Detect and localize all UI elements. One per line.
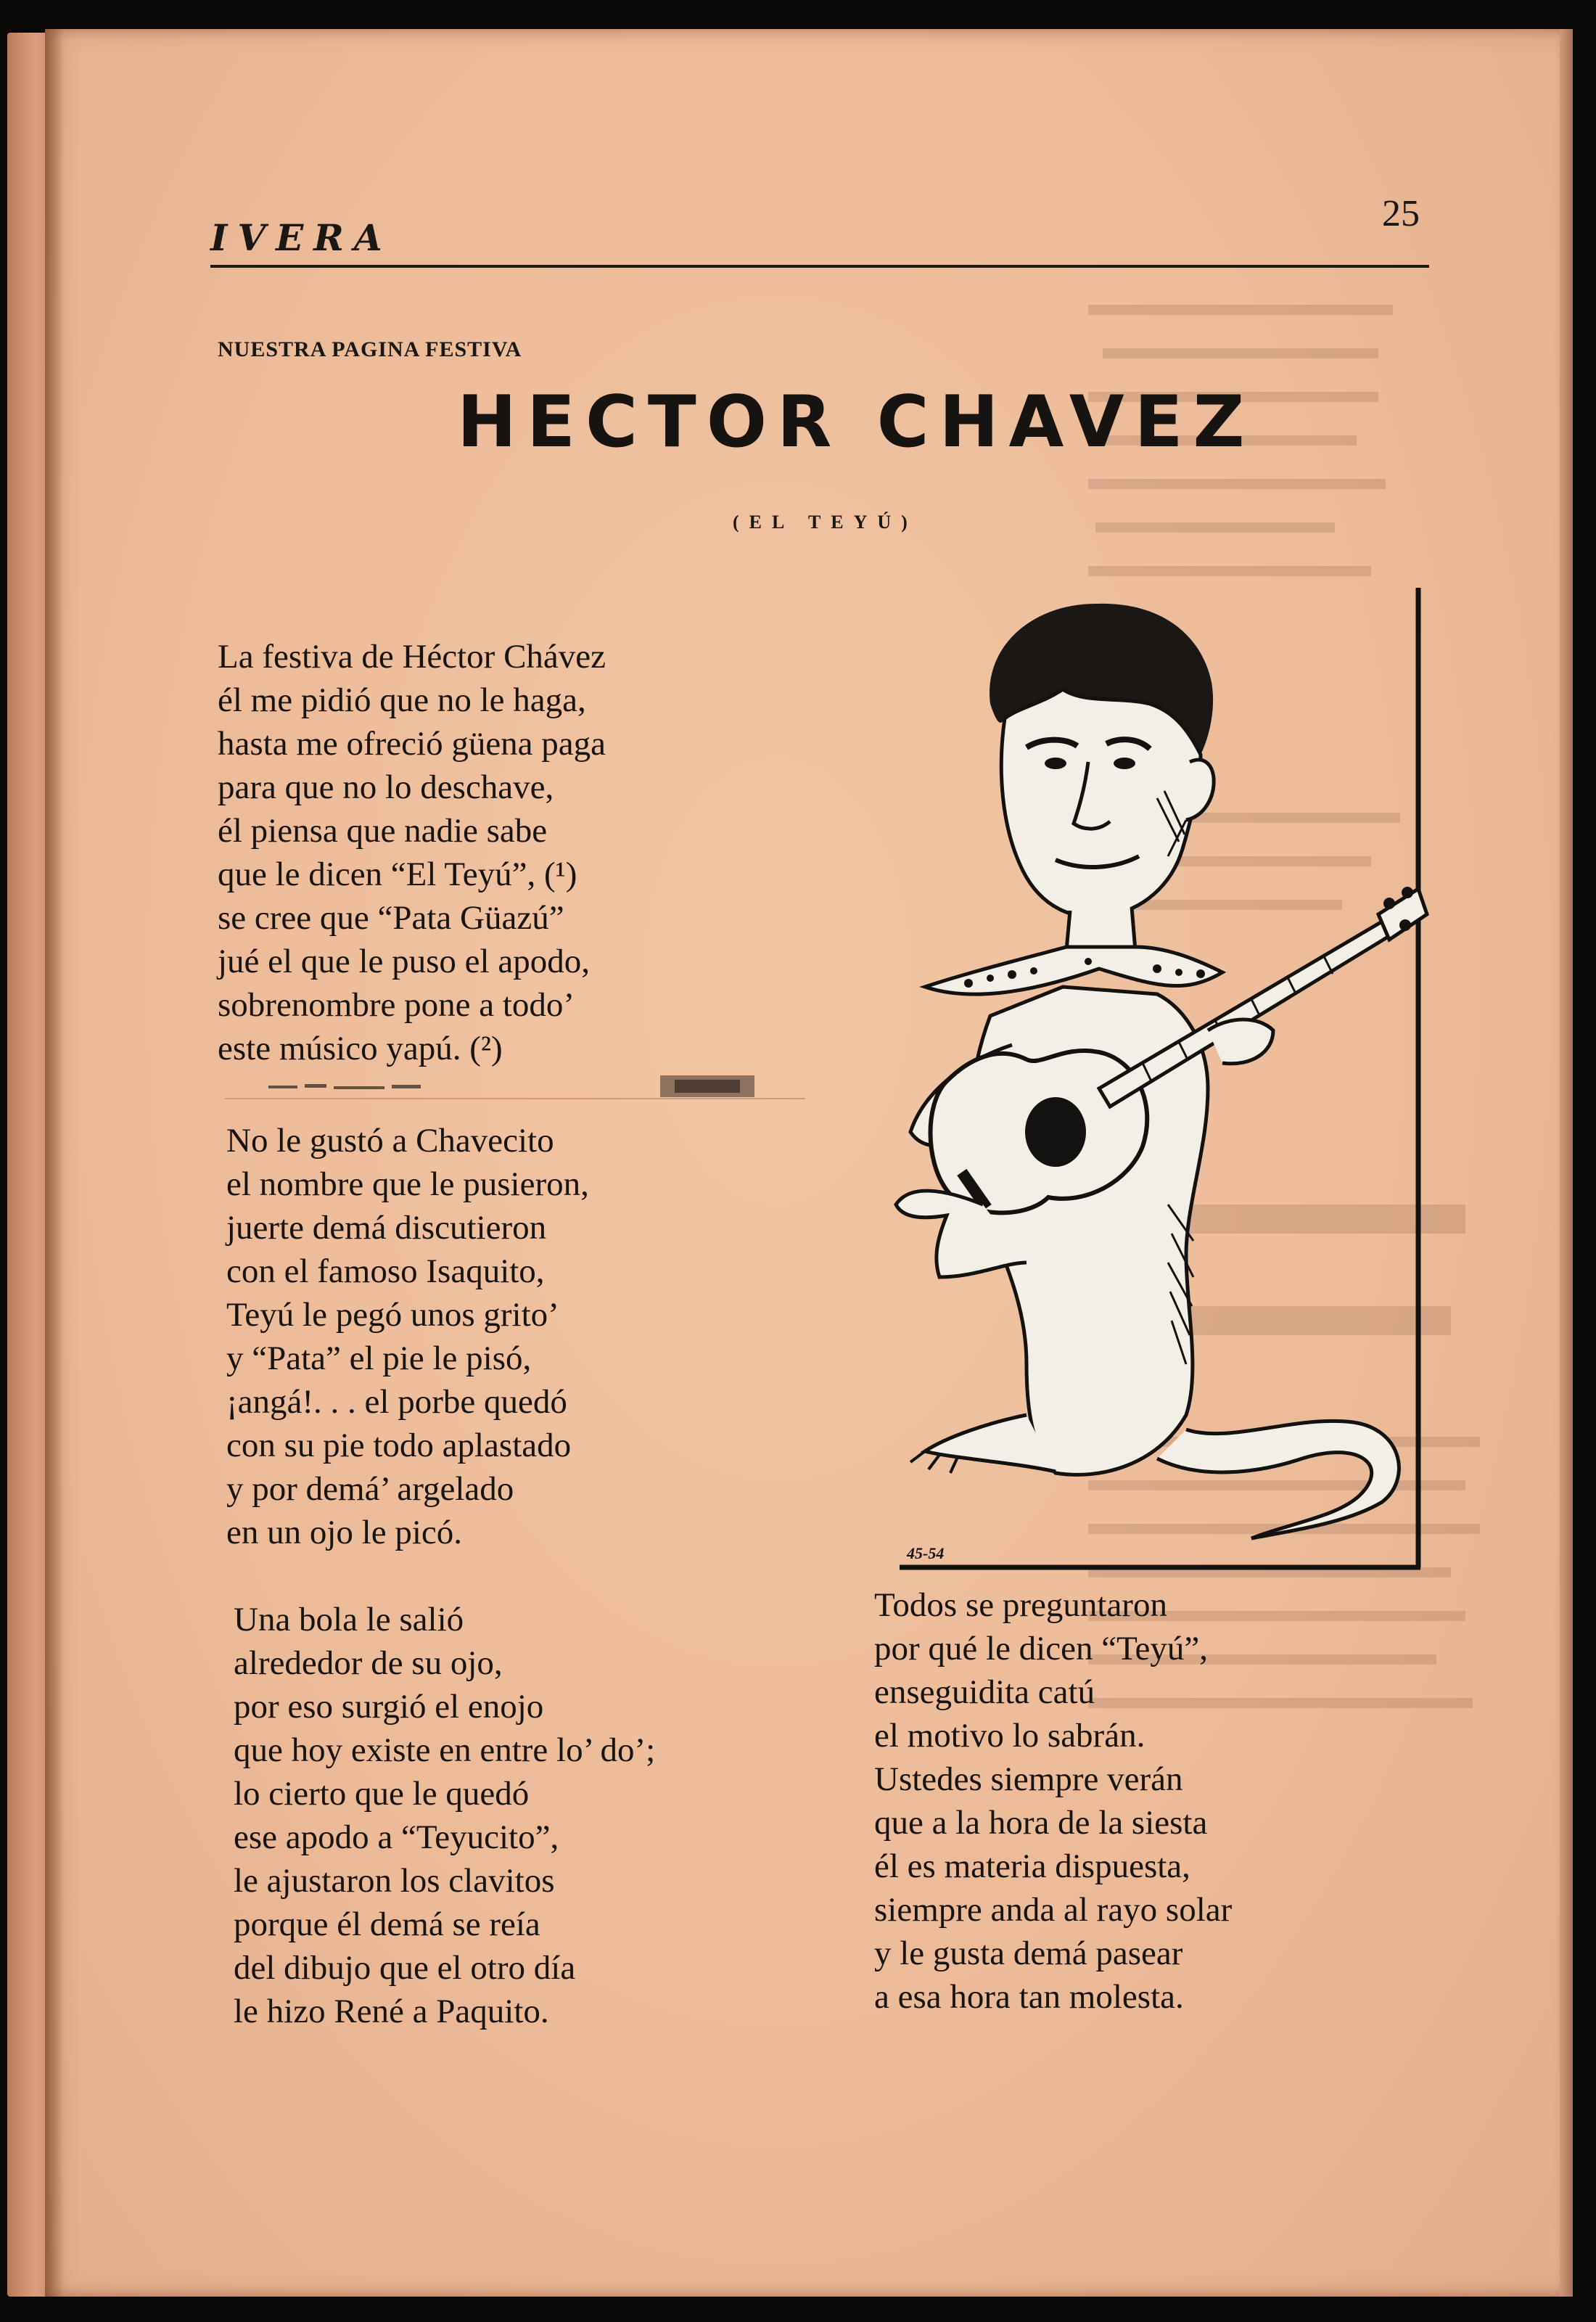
running-head: IVERA bbox=[210, 216, 392, 259]
verse-line: lo cierto que le quedó bbox=[234, 1775, 530, 1813]
verse-line: que le dicen “El Teyú”, (¹) bbox=[218, 856, 577, 893]
verse-line: y por demá’ argelado bbox=[226, 1470, 514, 1508]
verse-stanza-1 bbox=[218, 635, 606, 1070]
verse-stanza-3 bbox=[234, 1598, 655, 2033]
verse-line: él me pidió que no le haga, bbox=[218, 681, 586, 719]
verse-line: con su pie todo aplastado bbox=[226, 1427, 572, 1464]
section-label: NUESTRA PAGINA FESTIVA bbox=[218, 337, 522, 361]
verse-line: y le gusta demá pasear bbox=[874, 1935, 1183, 1972]
verse-line: sobrenombre pone a todo’ bbox=[218, 986, 575, 1024]
caricature-neck bbox=[1066, 907, 1135, 951]
verse-line: que hoy existe en entre lo’ do’; bbox=[234, 1731, 656, 1769]
verse-line: este músico yapú. (²) bbox=[218, 1030, 503, 1067]
verse-line: con el famoso Isaquito, bbox=[226, 1252, 545, 1290]
page-right-edge bbox=[1560, 29, 1573, 2297]
verse-stanza-2 bbox=[226, 1119, 589, 1554]
verse-line: se cree que “Pata Güazú” bbox=[218, 899, 564, 937]
verse-line: No le gustó a Chavecito bbox=[226, 1122, 554, 1160]
verse-line: alrededor de su ojo, bbox=[234, 1644, 503, 1682]
verse-line: él es materia dispuesta, bbox=[874, 1847, 1190, 1885]
verse-line: le ajustaron los clavitos bbox=[234, 1862, 555, 1900]
verse-line: él piensa que nadie sabe bbox=[218, 812, 548, 850]
verse-line: y “Pata” el pie le pisó, bbox=[226, 1340, 532, 1377]
caricature-lizard-hand bbox=[1208, 1020, 1273, 1064]
caricature-guitar-soundhole bbox=[1025, 1097, 1086, 1167]
verse-line: enseguidita catú bbox=[874, 1673, 1095, 1711]
verse-line: Teyú le pegó unos grito’ bbox=[226, 1296, 559, 1334]
article-subtitle: (EL TEYÚ) bbox=[733, 512, 918, 533]
verse-line: La festiva de Héctor Chávez bbox=[218, 638, 606, 676]
caricature-illustration bbox=[881, 580, 1447, 1585]
verse-line: el motivo lo sabrán. bbox=[874, 1717, 1145, 1755]
pasted-paper-strip bbox=[225, 1072, 805, 1101]
verse-line: por qué le dicen “Teyú”, bbox=[874, 1630, 1208, 1667]
caricature-lizard-tail bbox=[1157, 1421, 1399, 1538]
verse-line: porque él demá se reía bbox=[234, 1905, 540, 1943]
verse-line: jué el que le puso el apodo, bbox=[218, 943, 590, 980]
verse-stanza-4 bbox=[874, 1583, 1232, 2019]
header-rule bbox=[210, 265, 1429, 268]
verse-line: hasta me ofreció güena paga bbox=[218, 725, 606, 763]
verse-line: para que no lo deschave, bbox=[218, 768, 554, 806]
caricature-ear bbox=[1186, 760, 1214, 820]
verse-line: siempre anda al rayo solar bbox=[874, 1891, 1233, 1929]
page-number: 25 bbox=[1382, 193, 1420, 234]
verse-line: a esa hora tan molesta. bbox=[874, 1978, 1184, 2016]
caricature-eye-left bbox=[1045, 758, 1066, 769]
verse-line: del dibujo que el otro día bbox=[234, 1949, 576, 1987]
article-title: HECTOR CHAVEZ bbox=[457, 381, 1255, 464]
verse-line: ese apodo a “Teyucito”, bbox=[234, 1818, 559, 1856]
verse-line: por eso surgió el enojo bbox=[234, 1688, 544, 1726]
verse-line: Una bola le salió bbox=[234, 1601, 464, 1638]
verse-line: juerte demá discutieron bbox=[226, 1209, 547, 1247]
verse-line: le hizo René a Paquito. bbox=[234, 1993, 549, 2030]
verse-line: Ustedes siempre verán bbox=[874, 1760, 1183, 1798]
verse-line: ¡angá!. . . el porbe quedó bbox=[226, 1383, 567, 1421]
illustration-signature: 45-54 bbox=[907, 1544, 945, 1562]
page-gutter-shadow bbox=[45, 29, 64, 2297]
caricature-eye-right bbox=[1114, 758, 1135, 769]
verse-line: el nombre que le pusieron, bbox=[226, 1165, 589, 1203]
verse-line: Todos se preguntaron bbox=[874, 1586, 1167, 1624]
verse-line: en un ojo le picó. bbox=[226, 1514, 463, 1551]
verse-line: que a la hora de la siesta bbox=[874, 1804, 1208, 1842]
